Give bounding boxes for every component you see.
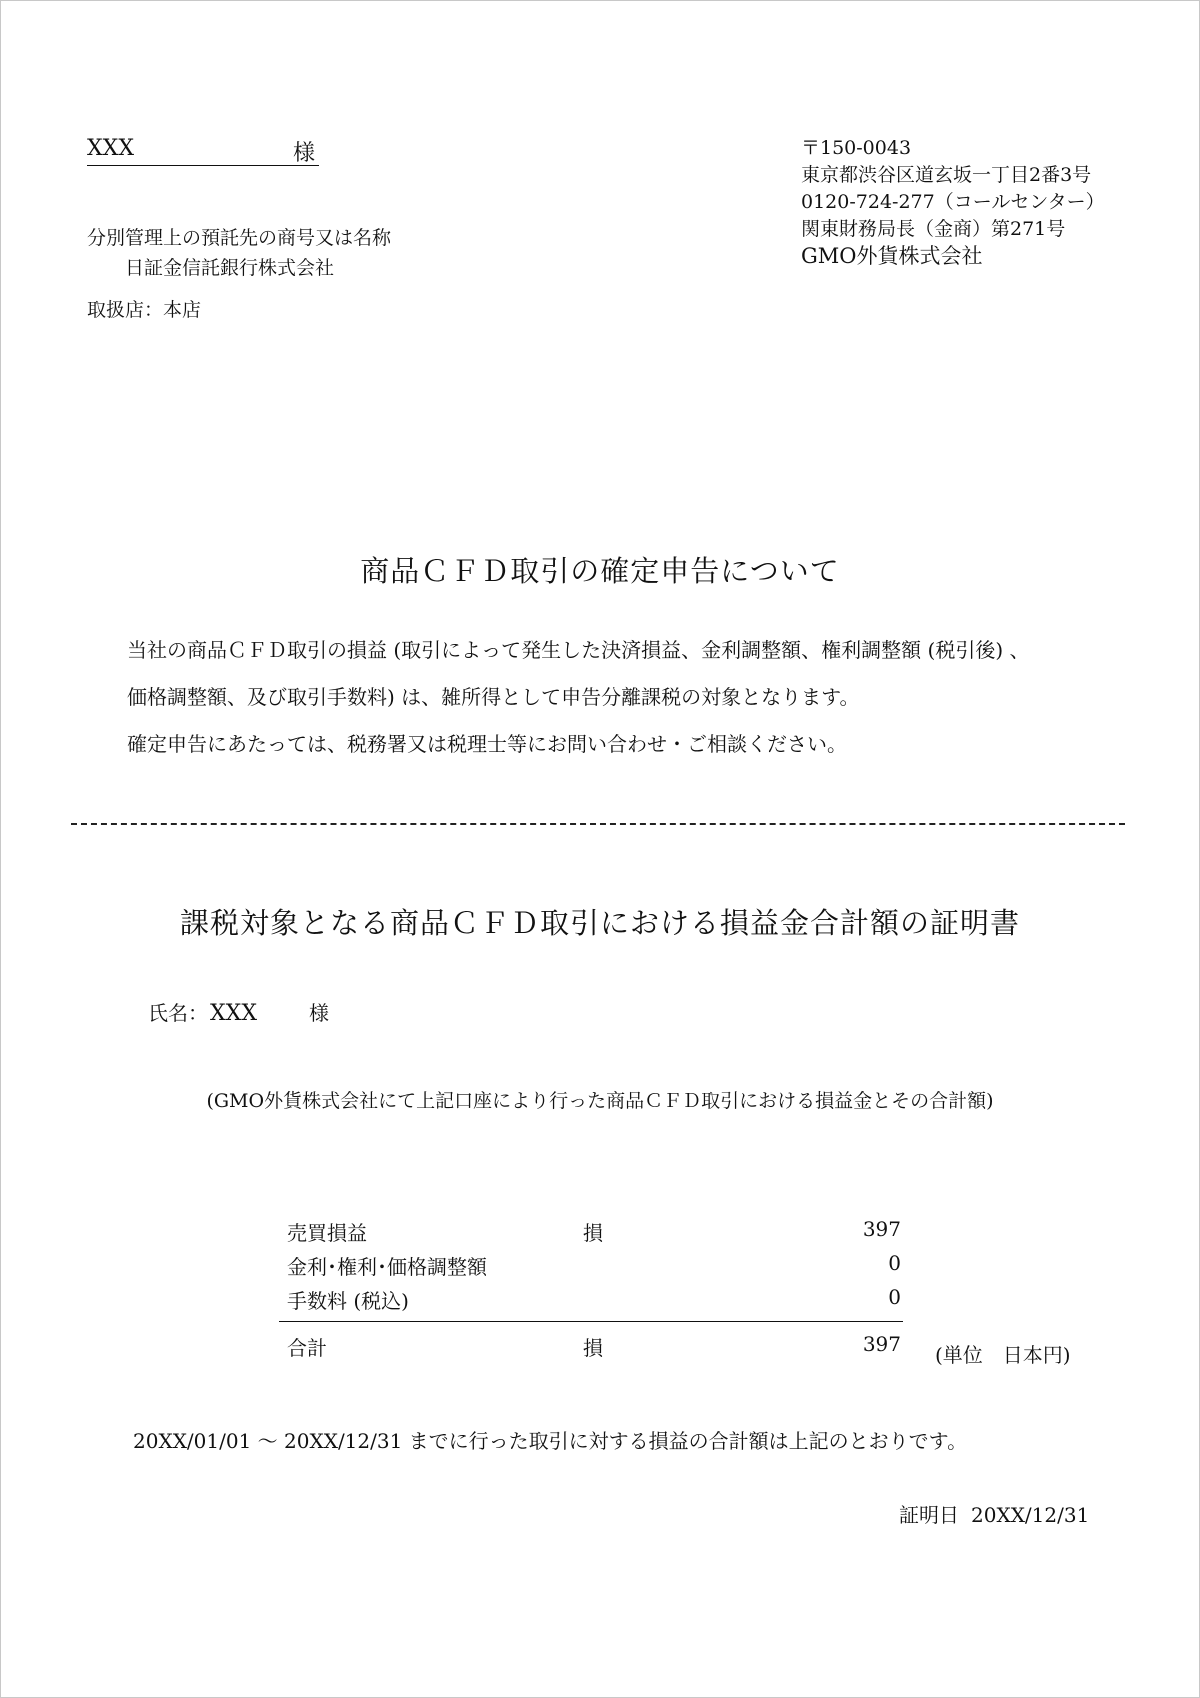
recipient-honorific: 様: [293, 141, 316, 166]
custody-block: [87, 223, 391, 283]
table-row: [279, 1281, 903, 1315]
row-sign: 損: [583, 1221, 603, 1245]
row-label: 売買損益: [287, 1221, 367, 1245]
total-amount: 397: [862, 1332, 901, 1356]
recipient-block: [87, 133, 319, 166]
row-label: 金利･権利･価格調整額: [287, 1255, 487, 1279]
row-amount: 0: [888, 1285, 901, 1309]
company-address: 東京都渋谷区道玄坂一丁目2番3号: [801, 164, 1092, 186]
custody-branch: 取扱店：本店: [87, 299, 202, 321]
client-name: XXX: [210, 1001, 257, 1026]
total-row: [279, 1322, 903, 1364]
custody-label: 分別管理上の預託先の商号又は名称: [87, 227, 392, 249]
notice-title: 商品ＣＦＤ取引の確定申告について: [360, 554, 840, 588]
currency-unit: (単位 日本円): [935, 1343, 1071, 1367]
date-label: 証明日: [899, 1503, 959, 1527]
row-label: 手数料 (税込): [287, 1289, 409, 1313]
company-block: [801, 135, 1105, 270]
cut-line-divider: [71, 823, 1125, 825]
company-registration: 関東財務局長（金商）第271号: [801, 218, 1066, 240]
certification-date: [899, 1499, 1089, 1528]
company-postal: 〒150-0043: [801, 137, 912, 159]
notice-line: 価格調整額、及び取引手数料) は、雑所得として申告分離課税の対象となります。: [127, 685, 860, 709]
client-label: 氏名：: [148, 1001, 208, 1025]
date-value: 20XX/12/31: [971, 1503, 1090, 1527]
row-amount: 397: [862, 1217, 901, 1241]
table-row: [279, 1247, 903, 1281]
period-statement: 20XX/01/01 ～ 20XX/12/31 までに行った取引に対する損益の合計額は上記のとおりです。: [133, 1429, 968, 1453]
notice-line: 確定申告にあたっては、税務署又は税理士等にお問い合わせ・ご相談ください。: [127, 732, 847, 756]
profit-loss-table: [279, 1213, 903, 1364]
recipient-name: XXX: [87, 136, 134, 161]
table-row: [279, 1213, 903, 1247]
company-phone: 0120-724-277（コールセンター）: [801, 191, 1105, 213]
custody-bank: 日証金信託銀行株式会社: [125, 257, 335, 279]
notice-line: 当社の商品ＣＦＤ取引の損益 (取引によって発生した決済損益、金利調整額、権利調整額 (税引後) 、: [127, 638, 1030, 662]
total-sign: 損: [583, 1336, 603, 1360]
client-honorific: 様: [309, 1001, 329, 1025]
client-name-line: [148, 997, 329, 1026]
company-name: GMO外貨株式会社: [801, 244, 983, 268]
total-label: 合計: [287, 1336, 327, 1360]
certificate-note: (GMO外貨株式会社にて上記口座により行った商品ＣＦＤ取引における損益金とその合計額): [206, 1090, 994, 1112]
row-amount: 0: [888, 1251, 901, 1275]
certificate-title: 課税対象となる商品ＣＦＤ取引における損益金合計額の証明書: [179, 906, 1020, 940]
notice-body: [127, 627, 1029, 768]
